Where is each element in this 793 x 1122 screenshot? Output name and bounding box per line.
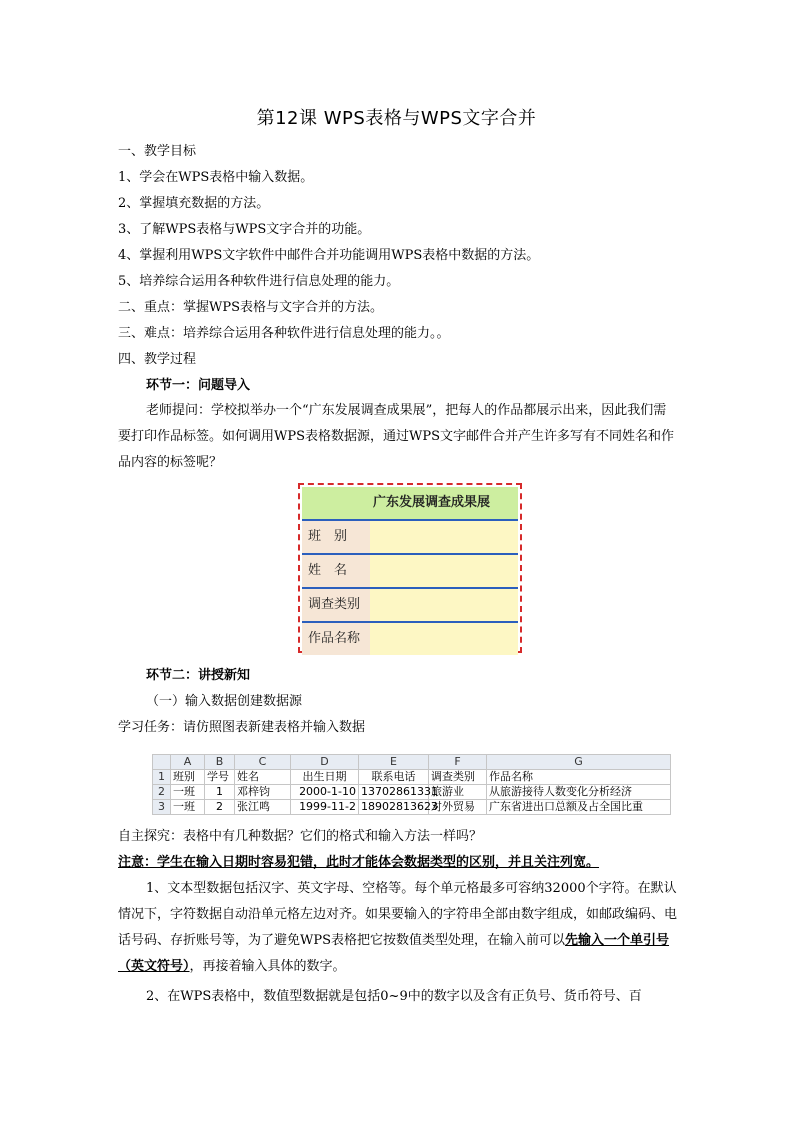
objective-item-3: 3、了解WPS表格与WPS文字合并的功能。 <box>118 222 371 237</box>
table-cell: 出生日期 <box>291 770 359 785</box>
table-cell: 旅游业 <box>429 785 487 800</box>
paragraph-numeric-data-text: 2、在WPS表格中，数值型数据就是包括0~9中的数字以及含有正负号、货币符号、百 <box>146 989 642 1004</box>
table-cell: 18902813623 <box>359 800 429 815</box>
column-letter: C <box>235 755 291 770</box>
label-card-row-value <box>370 623 518 655</box>
paragraph-numeric-data <box>118 984 678 1010</box>
label-card-row-label: 调查类别 <box>302 589 370 621</box>
explore-question: 自主探究：表格中有几种数据？它们的格式和输入方法一样吗？ <box>118 829 483 844</box>
table-cell: 调查类别 <box>429 770 487 785</box>
learning-task: 学习任务：请仿照图表新建表格并输入数据 <box>118 720 366 735</box>
label-card <box>298 483 522 653</box>
label-card-row <box>302 521 518 555</box>
table-cell: 从旅游接待人数变化分析经济 <box>487 785 671 800</box>
table-cell: 学号 <box>205 770 235 785</box>
step1-heading: 环节一：问题导入 <box>146 378 251 393</box>
objective-item-1: 1、学会在WPS表格中输入数据。 <box>118 170 314 185</box>
objective-item-2: 2、掌握填充数据的方法。 <box>118 196 270 211</box>
table-cell: 作品名称 <box>487 770 671 785</box>
table-row <box>153 770 671 785</box>
label-card-row-value <box>370 555 518 587</box>
column-letter: B <box>205 755 235 770</box>
row-number: 3 <box>153 800 171 815</box>
table-cell: 张江鸣 <box>235 800 291 815</box>
table-cell: 一班 <box>171 800 205 815</box>
step2-sub-heading: （一）输入数据创建数据源 <box>146 694 303 709</box>
paragraph-text-data-a: 1、文本型数据包括汉字、英文字母、空格等。每个单元格最多可容纳32000个字符。在默认情况下，字符数据自动沿单元格左边对齐。如果要输入的字符串全部由数字组成，如邮政编码、电话号码、存折账号等，为了避免WPS表格把它按数值类型处理，在输入前可以 <box>118 881 678 948</box>
section-heading-process: 四、教学过程 <box>118 352 197 367</box>
difficulty: 三、难点：培养综合运用各种软件进行信息处理的能力。。 <box>118 326 450 341</box>
label-card-row-label: 班 别 <box>302 521 370 553</box>
row-number: 2 <box>153 785 171 800</box>
label-card-title: 广东发展调查成果展 <box>302 487 518 521</box>
table-cell: 班别 <box>171 770 205 785</box>
column-letter: A <box>171 755 205 770</box>
column-header-row <box>153 755 671 770</box>
table-cell: 1999-11-2 <box>291 800 359 815</box>
objective-item-4: 4、掌握利用WPS文字软件中邮件合并功能调用WPS表格中数据的方法。 <box>118 248 540 263</box>
label-card-row <box>302 589 518 623</box>
paragraph-text-data <box>118 876 678 980</box>
table-cell: 姓名 <box>235 770 291 785</box>
attention-note: 注意：学生在输入日期时容易犯错，此时才能体会数据类型的区别，并且关注列宽。 <box>118 855 600 870</box>
step1-paragraph-text: 老师提问：学校拟举办一个“广东发展调查成果展”，把每人的作品都展示出来，因此我们需要打印作品标签。如何调用WPS表格数据源，通过WPS文字邮件合并产生许多写有不同姓名和作品内容的标签呢？ <box>118 403 675 470</box>
table-cell: 一班 <box>171 785 205 800</box>
label-card-row <box>302 623 518 655</box>
label-card-row-value <box>370 589 518 621</box>
label-card-row-label: 姓 名 <box>302 555 370 587</box>
column-letter: D <box>291 755 359 770</box>
label-card-row <box>302 555 518 589</box>
step1-paragraph <box>118 398 678 476</box>
corner-cell <box>153 755 171 770</box>
section-heading-objectives: 一、教学目标 <box>118 144 197 159</box>
table-cell: 2000-1-10 <box>291 785 359 800</box>
table-cell: 广东省进出口总额及占全国比重 <box>487 800 671 815</box>
step2-heading: 环节二：讲授新知 <box>146 668 251 683</box>
row-number: 1 <box>153 770 171 785</box>
label-card-row-value <box>370 521 518 553</box>
table-cell: 1 <box>205 785 235 800</box>
column-letter: F <box>429 755 487 770</box>
table-row <box>153 800 671 815</box>
label-card-row-label: 作品名称 <box>302 623 370 655</box>
spreadsheet <box>152 754 671 815</box>
table-cell: 联系电话 <box>359 770 429 785</box>
paragraph-text-data-c: ，再接着输入具体的数字。 <box>189 959 346 974</box>
table-cell: 对外贸易 <box>429 800 487 815</box>
key-point: 二、重点：掌握WPS表格与文字合并的方法。 <box>118 300 384 315</box>
table-row <box>153 785 671 800</box>
table-cell: 13702861331 <box>359 785 429 800</box>
table-cell: 邓梓钧 <box>235 785 291 800</box>
column-letter: E <box>359 755 429 770</box>
column-letter: G <box>487 755 671 770</box>
lesson-title: 第12课 WPS表格与WPS文字合并 <box>256 108 537 129</box>
objective-item-5: 5、培养综合运用各种软件进行信息处理的能力。 <box>118 274 400 289</box>
table-cell: 2 <box>205 800 235 815</box>
paragraph-text-data-emphasis: 先输入一个单引号（英文符号） <box>118 933 670 974</box>
